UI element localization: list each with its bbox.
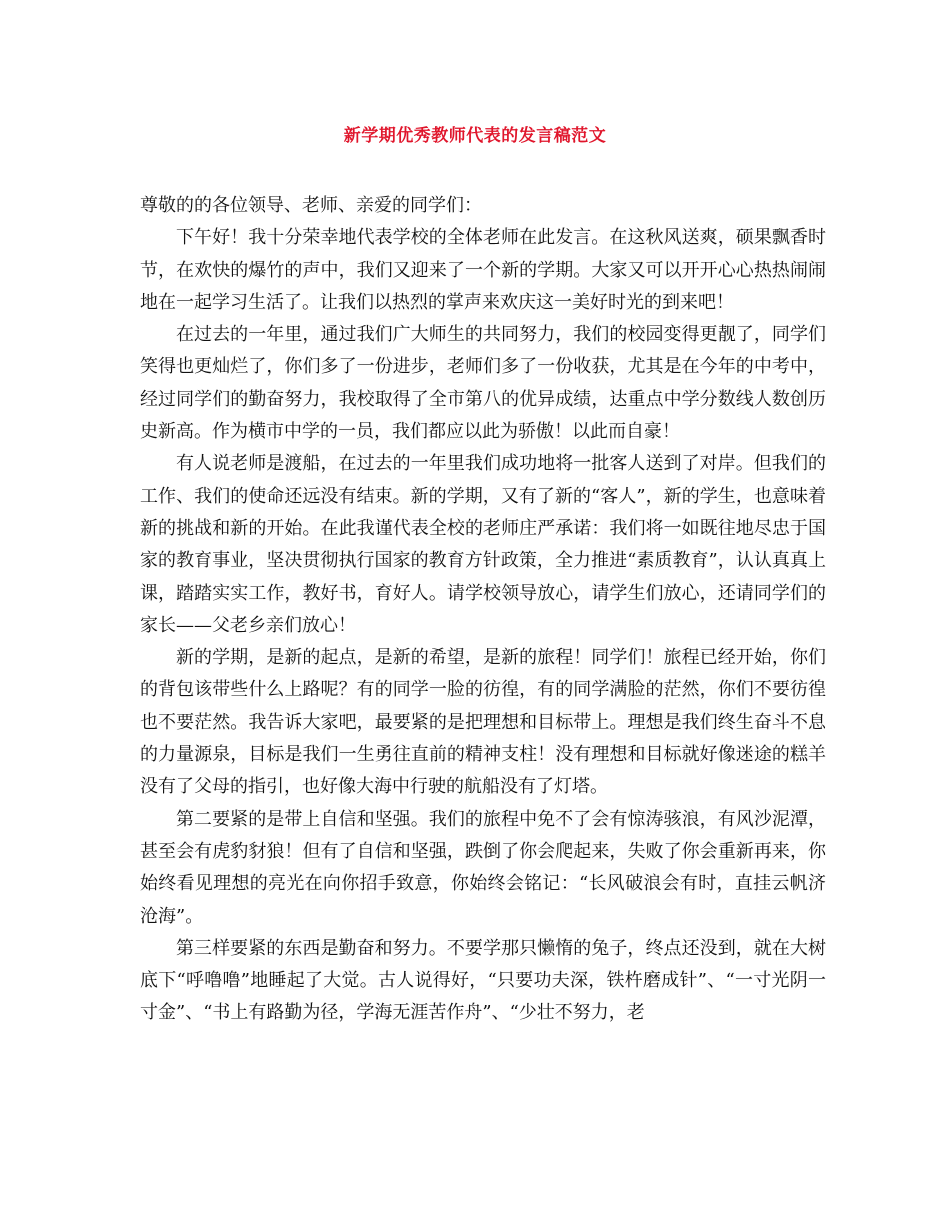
document-body	[140, 190, 826, 1030]
salutation: 尊敬的的各位领导、老师、亲爱的同学们：	[140, 195, 482, 216]
paragraph: 新的学期，是新的起点，是新的希望，是新的旅程！同学们！旅程已经开始，你们的背包该带些什么上路呢？有的同学一脸的彷徨，有的同学满脸的茫然，你们不要彷徨也不要茫然。我告诉大家吧，最要紧的是把理想和目标带上。理想是我们终生奋斗不息的力量源泉，目标是我们一生勇往直前的精神支柱！没有理想和目标就好像迷途的糕羊没有了父母的指引，也好像大海中行驶的航船没有了灯塔。	[140, 647, 826, 798]
paragraph: 有人说老师是渡船，在过去的一年里我们成功地将一批客人送到了对岸。但我们的工作、我们的使命还远没有结束。新的学期，又有了新的“客人”，新的学生，也意味着新的挑战和新的开始。在此我谨代表全校的老师庄严承诺：我们将一如既往地尽忠于国家的教育事业，坚决贯彻执行国家的教育方针政策，全力推进“素质教育”，认认真真上课，踏踏实实工作，教好书，育好人。请学校领导放心，请学生们放心，还请同学们的家长——父老乡亲们放心！	[140, 453, 826, 636]
paragraph: 在过去的一年里，通过我们广大师生的共同努力，我们的校园变得更靓了，同学们笑得也更灿烂了，你们多了一份进步，老师们多了一份收获，尤其是在今年的中考中，经过同学们的勤奋努力，我校取得了全市第八的优异成绩，达重点中学分数线人数创历史新高。作为横市中学的一员，我们都应以此为骄傲！以此而自豪！	[140, 324, 826, 443]
paragraph: 第二要紧的是带上自信和坚强。我们的旅程中免不了会有惊涛骇浪，有风沙泥潭，甚至会有虎豹豺狼！但有了自信和坚强，跌倒了你会爬起来，失败了你会重新再来，你始终看见理想的亮光在向你招手致意，你始终会铭记：“长风破浪会有时，直挂云帆济沧海”。	[140, 808, 826, 927]
document-title: 新学期优秀教师代表的发言稿范文	[343, 126, 607, 146]
paragraph: 下午好！我十分荣幸地代表学校的全体老师在此发言。在这秋风送爽，硕果飘香时节，在欢快的爆竹的声中，我们又迎来了一个新的学期。大家又可以开开心心热热闹闹地在一起学习生活了。让我们以热烈的掌声来欢庆这一美好时光的到来吧！	[140, 227, 826, 313]
paragraph: 第三样要紧的东西是勤奋和努力。不要学那只懒惰的兔子，终点还没到，就在大树底下“呼噜噜”地睡起了大觉。古人说得好，“只要功夫深，铁杵磨成针”、“一寸光阴一寸金”、“书上有路勤为径，学海无涯苦作舟”、“少壮不努力，老	[140, 937, 826, 1024]
